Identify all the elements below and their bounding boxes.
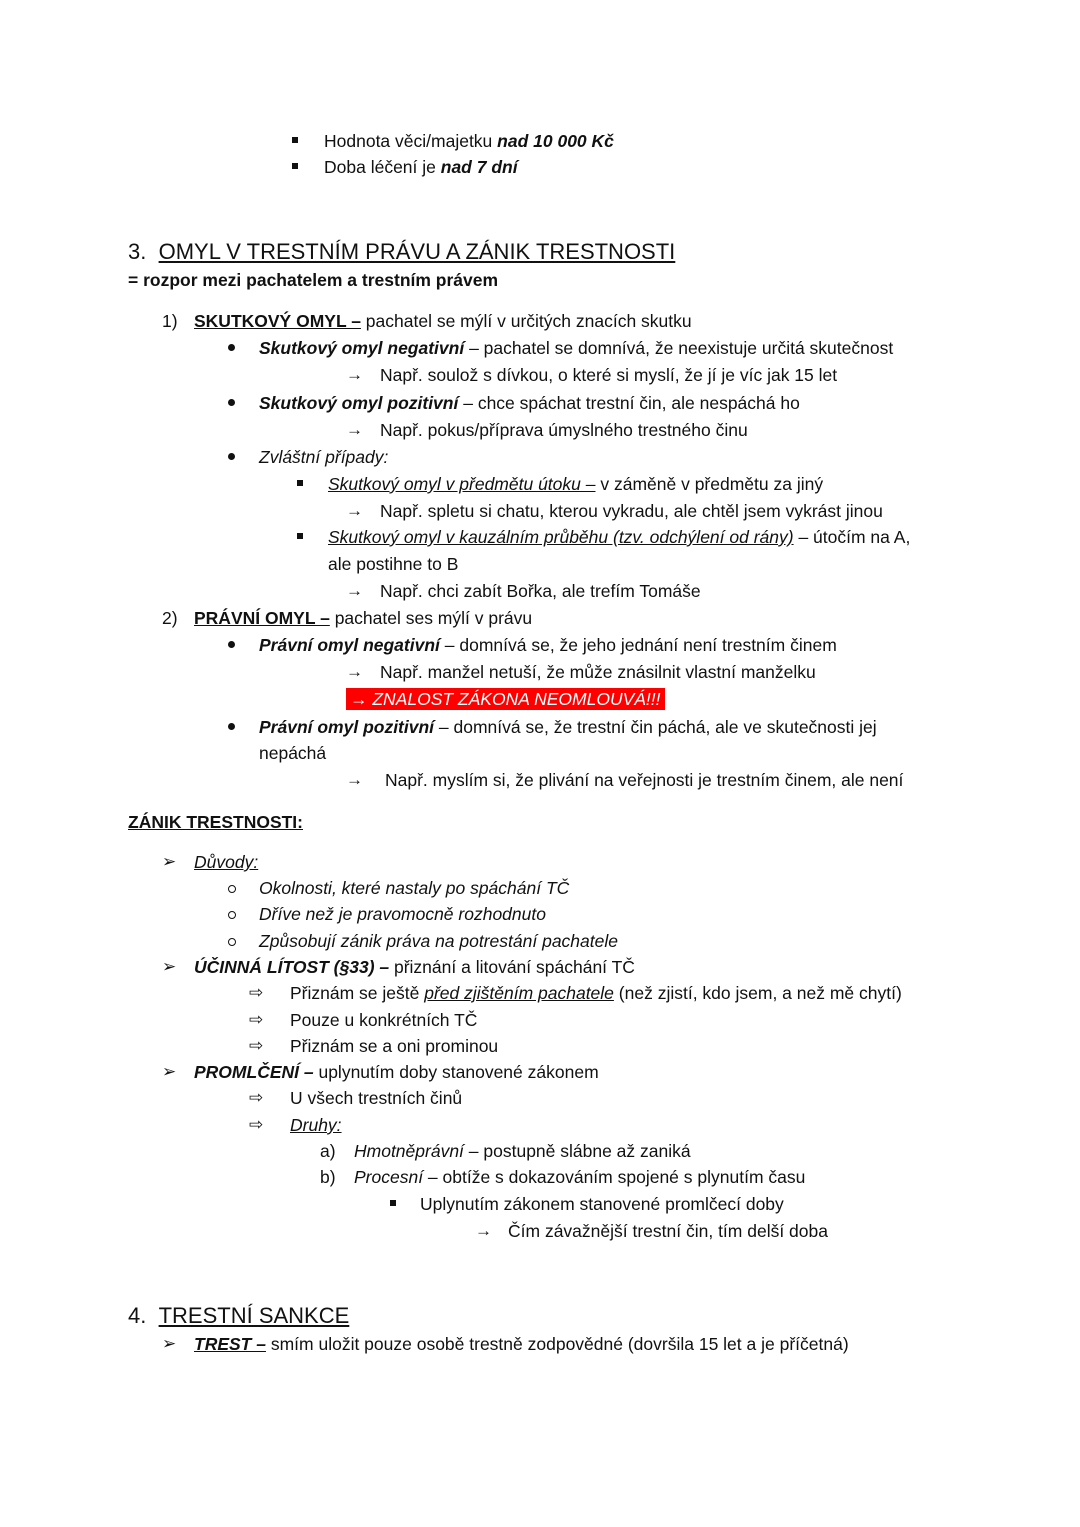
type-a: Hmotněprávní – postupně slábne až zaniká (354, 1141, 691, 1161)
arrow-right-icon: → (346, 662, 363, 681)
item2-line: PRÁVNÍ OMYL – pachatel ses mýlí v právu (194, 608, 533, 628)
trest-line: TREST – smím uložit pouze osobě trestně zodpovědné (dovršila 15 let a je příčetná) (194, 1334, 849, 1354)
square-bullet-icon (297, 480, 303, 486)
type-b-arrow: Čím závažnější trestní čin, tím delší doba (508, 1221, 828, 1241)
chevron-bullet-icon: ➢ (162, 957, 177, 976)
round-bullet-icon (228, 723, 235, 730)
square-bullet-icon (297, 533, 303, 539)
item2-negative: Právní omyl negativní – domnívá se, že jeho jednání není trestním činem (259, 635, 837, 655)
chevron-bullet-icon: ➢ (162, 1334, 177, 1353)
item1-special: Zvláštní případy: (259, 447, 389, 467)
item1-negative: Skutkový omyl negativní – pachatel se domnívá, že neexistuje určitá skutečnost (259, 338, 894, 358)
item1-positive: Skutkový omyl pozitivní – chce spáchat trestní čin, ale nespáchá ho (259, 393, 800, 413)
section3-heading: 3. OMYL V TRESTNÍM PRÁVU A ZÁNIK TRESTNOSTI (128, 239, 676, 264)
promlceni: PROMLČENÍ – uplynutím doby stanovené zákonem (194, 1062, 599, 1082)
circle-bullet-icon (228, 938, 236, 946)
hollow-arrow-icon: ⇨ (249, 1010, 264, 1029)
special-2-cont: ale postihne to B (328, 554, 459, 574)
druhy-label: Druhy: (290, 1115, 342, 1135)
square-bullet-icon (390, 1200, 396, 1206)
type-b-sub: Uplynutím zákonem stanovené promlčecí doby (420, 1194, 784, 1214)
item1-positive-example: Např. pokus/příprava úmyslného trestného činu (380, 420, 748, 440)
special-1-example: Např. spletu si chatu, kterou vykradu, ale chtěl jsem vykrást jinou (380, 501, 883, 521)
hollow-arrow-icon: ⇨ (249, 983, 264, 1002)
item1-line: SKUTKOVÝ OMYL – pachatel se mýlí v určitých znacích skutku (194, 311, 692, 331)
warning-highlight: → ZNALOST ZÁKONA NEOMLOUVÁ!!! (346, 688, 665, 710)
ucinna-litost: ÚČINNÁ LÍTOST (§33) – přiznání a litování spáchání TČ (194, 957, 635, 977)
reason-1: Okolnosti, které nastaly po spáchání TČ (259, 878, 570, 898)
top-bullet-1: Hodnota věci/majetku nad 10 000 Kč (324, 131, 614, 151)
arrow-right-icon: → (346, 420, 363, 439)
arrow-right-icon: → (346, 501, 363, 520)
arrow-right-icon: → (346, 581, 363, 600)
section3-definition: = rozpor mezi pachatelem a trestním právem (128, 270, 499, 290)
section4-heading: 4. TRESTNÍ SANKCE (128, 1303, 350, 1328)
round-bullet-icon (228, 453, 235, 460)
item1-number: 1) (162, 311, 178, 331)
hollow-arrow-icon: ⇨ (249, 1115, 264, 1134)
arrow-right-icon: → (346, 770, 363, 789)
item2-number: 2) (162, 608, 178, 628)
arrow-right-icon: → (475, 1221, 492, 1240)
item2-positive-cont: nepáchá (259, 743, 327, 763)
zanik-heading: ZÁNIK TRESTNOSTI: (128, 812, 303, 832)
special-2-example: Např. chci zabít Bořka, ale trefím Tomáše (380, 581, 701, 601)
ucinna-point-2: Pouze u konkrétních TČ (290, 1010, 478, 1030)
special-1: Skutkový omyl v předmětu útoku – v záměně v předmětu za jiný (328, 474, 824, 494)
hollow-arrow-icon: ⇨ (249, 1088, 264, 1107)
round-bullet-icon (228, 641, 235, 648)
square-bullet-icon (292, 137, 298, 143)
ucinna-point-1: Přiznám se ještě před zjištěním pachatele (než zjistí, kdo jsem, a než mě chytí) (290, 983, 902, 1003)
ucinna-point-3: Přiznám se a oni prominou (290, 1036, 499, 1056)
reason-2: Dříve než je pravomocně rozhodnuto (259, 904, 546, 924)
reasons-label: Důvody: (194, 852, 259, 872)
circle-bullet-icon (228, 911, 236, 919)
chevron-bullet-icon: ➢ (162, 1062, 177, 1081)
type-b-label: b) (320, 1167, 336, 1187)
circle-bullet-icon (228, 885, 236, 893)
promlceni-point-1: U všech trestních činů (290, 1088, 463, 1108)
item2-positive: Právní omyl pozitivní – domnívá se, že trestní čin páchá, ale ve skutečnosti jej (259, 717, 877, 737)
square-bullet-icon (292, 163, 298, 169)
round-bullet-icon (228, 399, 235, 406)
special-2: Skutkový omyl v kauzálním průběhu (tzv. odchýlení od rány) – útočím na A, (328, 527, 911, 547)
round-bullet-icon (228, 344, 235, 351)
arrow-right-icon: → (346, 365, 363, 384)
item2-negative-example: Např. manžel netuší, že může znásilnit vlastní manželku (380, 662, 816, 682)
item1-negative-example: Např. soulož s dívkou, o které si myslí, že jí je víc jak 15 let (380, 365, 838, 385)
type-a-label: a) (320, 1141, 336, 1161)
reason-3: Způsobují zánik práva na potrestání pachatele (259, 931, 618, 951)
hollow-arrow-icon: ⇨ (249, 1036, 264, 1055)
top-bullet-2: Doba léčení je nad 7 dní (324, 157, 518, 177)
item2-positive-example: Např. myslím si, že plivání na veřejnosti je trestním činem, ale není (385, 770, 904, 790)
type-b: Procesní – obtíže s dokazováním spojené s plynutím času (354, 1167, 806, 1187)
chevron-bullet-icon: ➢ (162, 852, 177, 871)
